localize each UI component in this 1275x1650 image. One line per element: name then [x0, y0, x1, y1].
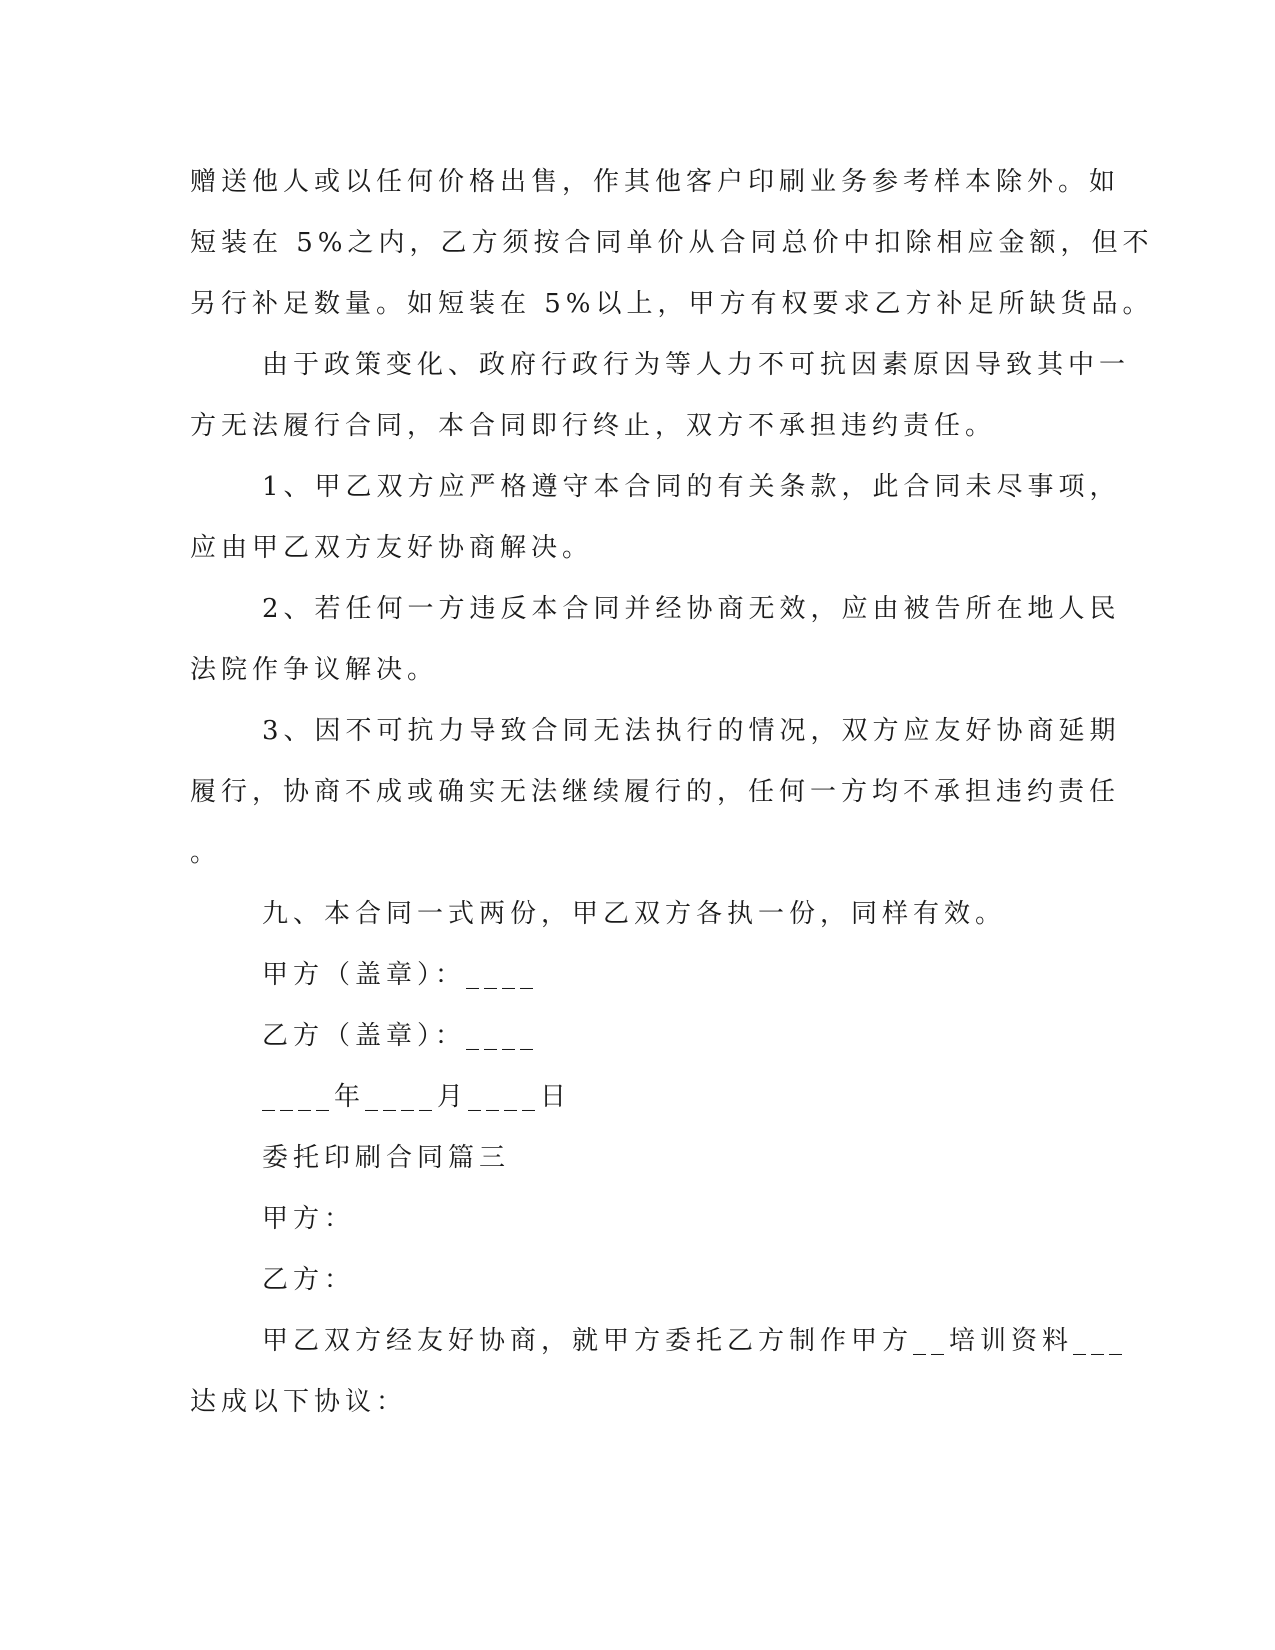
party-a-line: 甲方： — [262, 1204, 356, 1234]
section-heading: 委托印刷合同篇三 — [262, 1143, 511, 1173]
party-b-line: 乙方： — [262, 1265, 356, 1295]
body-line: 赠送他人或以任何价格出售，作其他客户印刷业务参考样本除外。如 — [190, 167, 1121, 197]
party-a-seal-line: 甲方（盖章）：____ — [262, 960, 539, 990]
document-body — [190, 152, 1154, 1433]
clause-3-line: 履行，协商不成或确实无法继续履行的，任何一方均不承担违约责任 — [190, 777, 1121, 807]
body-line: 短装在 5%之内，乙方须按合同单价从合同总价中扣除相应金额，但不 — [190, 228, 1154, 258]
clause-1-line: 应由甲乙双方友好协商解决。 — [190, 533, 594, 563]
agreement-intro-line: 达成以下协议： — [190, 1387, 408, 1417]
clause-2-line: 2、若任何一方违反本合同并经协商无效，应由被告所在地人民 — [262, 594, 1121, 624]
section-nine-line: 九、本合同一式两份，甲乙双方各执一份，同样有效。 — [262, 899, 1007, 929]
date-line: ____年____月____日 — [262, 1082, 572, 1112]
clause-1-line: 1、甲乙双方应严格遵守本合同的有关条款，此合同未尽事项， — [262, 472, 1121, 502]
clause-3-line: 3、因不可抗力导致合同无法执行的情况，双方应友好协商延期 — [262, 716, 1121, 746]
body-line: 方无法履行合同，本合同即行终止，双方不承担违约责任。 — [190, 411, 997, 441]
party-b-seal-line: 乙方（盖章）：____ — [262, 1021, 539, 1051]
agreement-intro-line: 甲乙双方经友好协商，就甲方委托乙方制作甲方__培训资料___ — [262, 1326, 1128, 1356]
body-line: 由于政策变化、政府行政行为等人力不可抗因素原因导致其中一 — [262, 350, 1131, 380]
clause-2-line: 法院作争议解决。 — [190, 655, 439, 685]
clause-3-line: 。 — [190, 838, 222, 868]
body-line: 另行补足数量。如短装在 5%以上，甲方有权要求乙方补足所缺货品。 — [190, 289, 1154, 319]
